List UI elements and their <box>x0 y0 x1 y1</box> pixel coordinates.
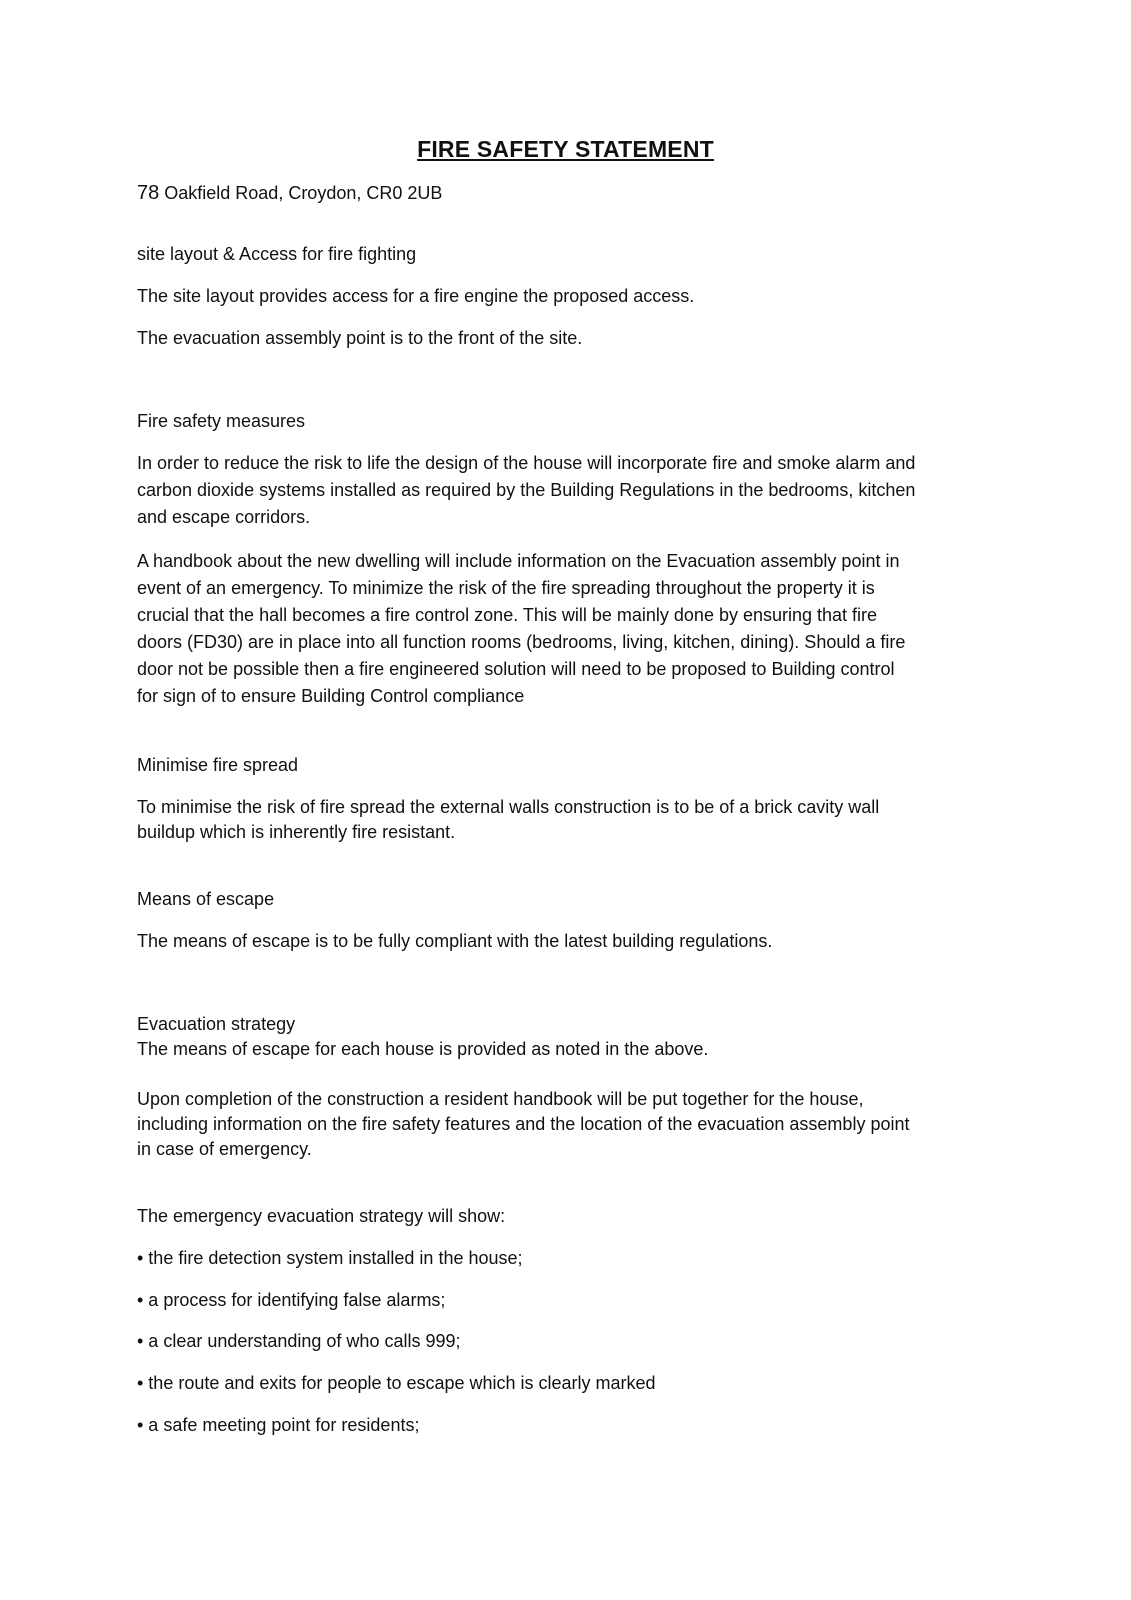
access-paragraph-1: The site layout provides access for a fire engine the proposed access. <box>137 286 695 306</box>
address-text: Oakfield Road, Croydon, CR0 2UB <box>159 183 443 203</box>
measures-p2-line-2: event of an emergency. To minimize the risk of the fire spreading throughout the property it is <box>137 578 875 598</box>
section-heading-access: site layout & Access for fire fighting <box>137 244 417 264</box>
measures-p2-line-3: crucial that the hall becomes a fire control zone. This will be mainly done by ensuring that fire <box>137 605 878 625</box>
section-heading-measures: Fire safety measures <box>137 411 306 431</box>
spread-line-1: To minimise the risk of fire spread the external walls construction is to be of a brick cavity wall <box>137 797 880 817</box>
evacuation-strategy-intro: The emergency evacuation strategy will show: <box>137 1206 506 1226</box>
spread-line-2: buildup which is inherently fire resistant. <box>137 822 456 842</box>
bullet-item: • the route and exits for people to escape which is clearly marked <box>137 1373 656 1393</box>
address-number: 78 <box>137 182 160 204</box>
measures-p1-line-3: and escape corridors. <box>137 507 311 527</box>
evacuation-p2-line-1: Upon completion of the construction a resident handbook will be put together for the house, <box>137 1089 864 1109</box>
section-heading-escape: Means of escape <box>137 889 275 909</box>
section-heading-spread: Minimise fire spread <box>137 755 299 775</box>
address-line <box>137 180 987 207</box>
escape-paragraph: The means of escape is to be fully compliant with the latest building regulations. <box>137 931 773 951</box>
bullet-item: • a clear understanding of who calls 999; <box>137 1331 461 1351</box>
bullet-item: • a process for identifying false alarms; <box>137 1290 446 1310</box>
section-heading-evacuation: Evacuation strategy <box>137 1014 296 1034</box>
measures-p2-line-1: A handbook about the new dwelling will include information on the Evacuation assembly point in <box>137 551 900 571</box>
measures-p1-line-2: carbon dioxide systems installed as required by the Building Regulations in the bedrooms, kitchen <box>137 480 916 500</box>
access-paragraph-2: The evacuation assembly point is to the front of the site. <box>137 328 583 348</box>
measures-p2-line-6: for sign of to ensure Building Control compliance <box>137 686 525 706</box>
bullet-item: • the fire detection system installed in the house; <box>137 1248 523 1268</box>
measures-p1-line-1: In order to reduce the risk to life the design of the house will incorporate fire and smoke alarm and <box>137 453 916 473</box>
document-title: FIRE SAFETY STATEMENT <box>417 136 714 162</box>
evacuation-paragraph-1: The means of escape for each house is provided as noted in the above. <box>137 1039 709 1059</box>
measures-p2-line-4: doors (FD30) are in place into all function rooms (bedrooms, living, kitchen, dining). Should a fire <box>137 632 906 652</box>
evacuation-p2-line-3: in case of emergency. <box>137 1139 312 1159</box>
evacuation-p2-line-2: including information on the fire safety features and the location of the evacuation assembly point <box>137 1114 910 1134</box>
bullet-item: • a safe meeting point for residents; <box>137 1415 420 1435</box>
measures-p2-line-5: door not be possible then a fire engineered solution will need to be proposed to Building control <box>137 659 895 679</box>
